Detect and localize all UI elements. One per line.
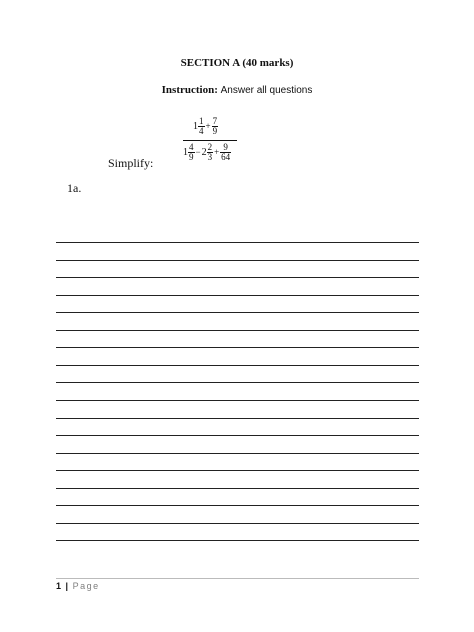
denominator-fraction-2: $\frac{2}{3}$ — [207, 142, 213, 162]
question-number: 1a. — [67, 181, 82, 195]
answer-line — [56, 453, 419, 454]
answer-line — [56, 260, 419, 261]
denominator-whole-1: 1 — [183, 146, 188, 158]
denominator-operator-1: − — [195, 146, 201, 157]
denominator-fraction-3: $\frac{9}{64}$ — [221, 142, 231, 162]
expression-denominator — [183, 143, 231, 162]
numerator-fraction-2: $\frac{7}{9}$ — [212, 116, 218, 136]
answer-line — [56, 347, 419, 348]
footer-rule — [56, 578, 419, 579]
footer-separator: | — [65, 581, 69, 591]
answer-line — [56, 382, 419, 383]
numerator-operator: + — [205, 120, 211, 131]
numerator-whole: 1 — [193, 120, 198, 132]
answer-line — [56, 400, 419, 401]
simplify-prompt: Simplify: — [108, 156, 154, 170]
instruction-line — [0, 84, 474, 96]
answer-line — [56, 277, 419, 278]
answer-line — [56, 470, 419, 471]
instruction-label: Instruction: — [161, 84, 218, 96]
denominator-fraction-1: $\frac{4}{9}$ — [189, 142, 194, 162]
numerator-fraction-1: $\frac{1}{4}$ — [199, 116, 204, 136]
denominator-whole-2: 2 — [201, 146, 207, 158]
answer-line — [56, 295, 419, 296]
page-number: 1 — [56, 581, 62, 591]
answer-line — [56, 242, 419, 243]
instruction-text: Answer all questions — [220, 85, 313, 96]
answer-line — [56, 365, 419, 366]
answer-line — [56, 523, 419, 524]
answer-line — [56, 312, 419, 313]
answer-line — [56, 418, 419, 419]
answer-line — [56, 505, 419, 506]
expression-numerator — [193, 117, 218, 136]
page-word: Page — [72, 581, 100, 591]
denominator-operator-2: + — [214, 146, 220, 157]
section-title: SECTION A (40 marks) — [180, 57, 294, 69]
answer-line — [56, 488, 419, 489]
page-footer — [56, 581, 100, 591]
main-fraction-bar — [183, 140, 237, 141]
answer-line — [56, 330, 419, 331]
answer-line — [56, 540, 419, 541]
answer-line — [56, 435, 419, 436]
